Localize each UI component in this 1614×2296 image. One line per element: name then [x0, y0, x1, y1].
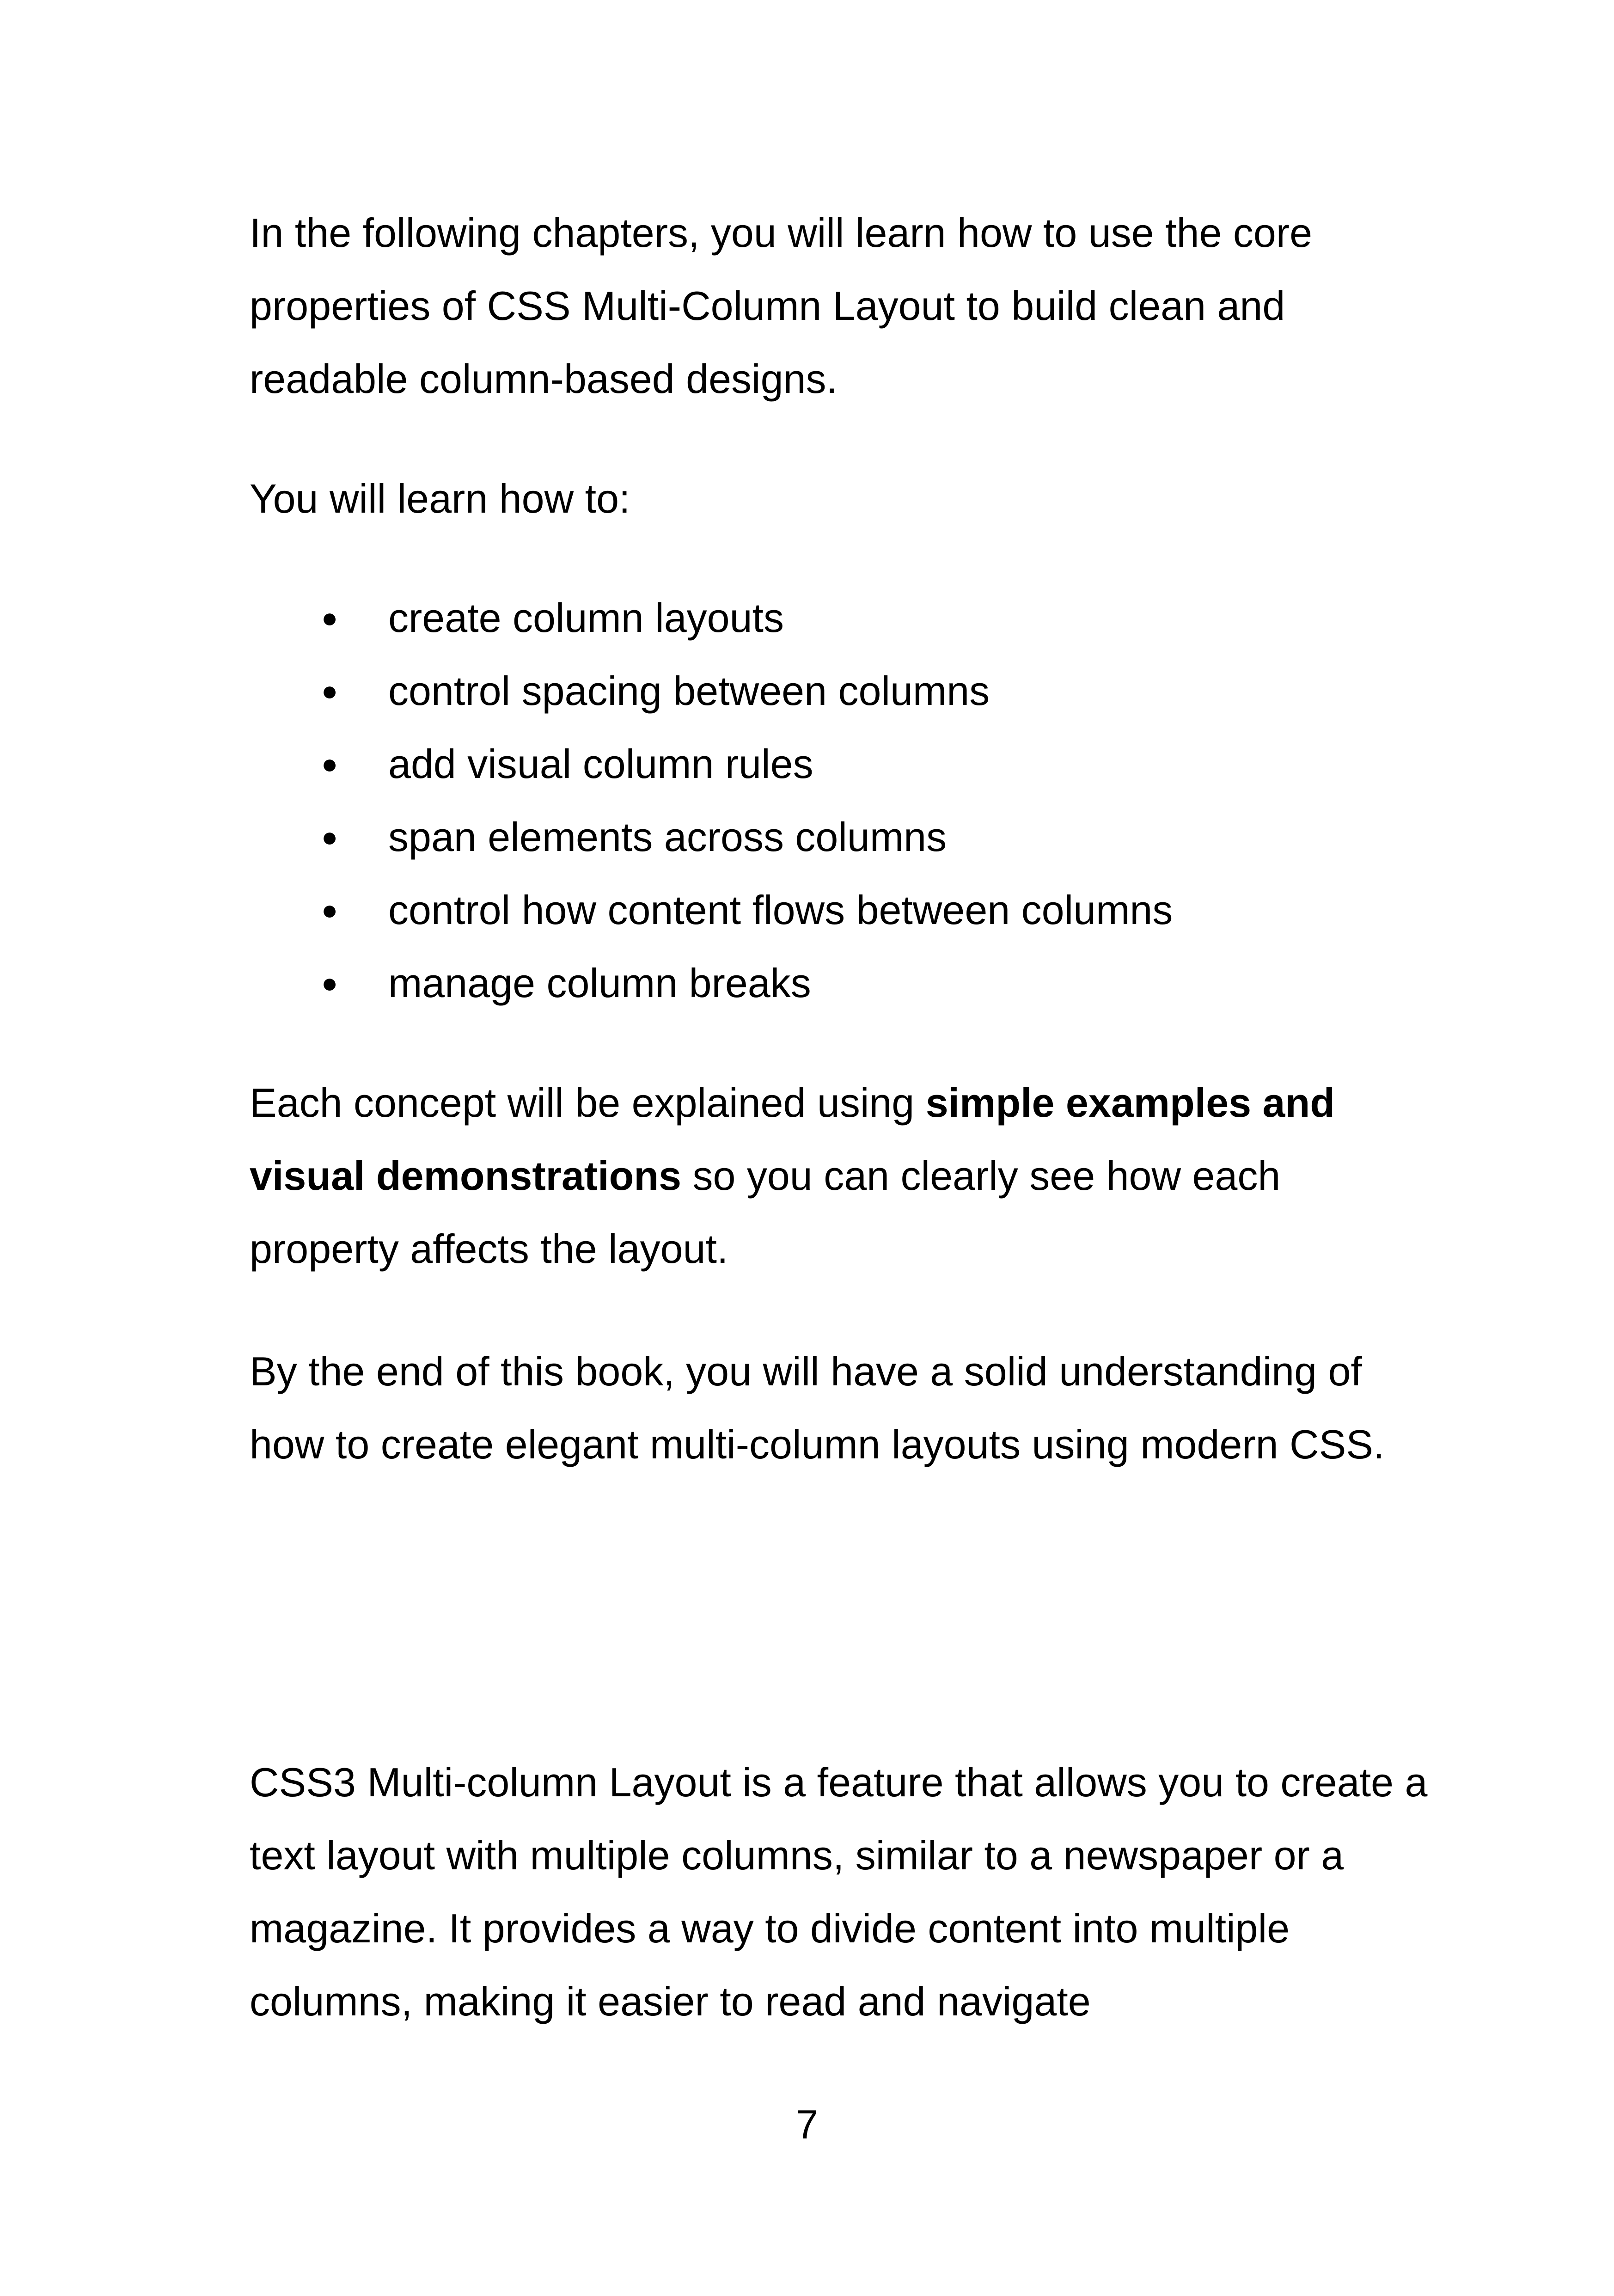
list-item-text: control how content flows between columns: [388, 887, 1173, 933]
list-item-text: manage column breaks: [388, 960, 811, 1006]
learn-heading: You will learn how to:: [250, 476, 630, 521]
bullet-icon: ●: [321, 894, 338, 925]
intro-paragraph: In the following chapters, you will learn how to use the core properties of CSS Multi-Column Layout to build clean and readable column-based designs.: [250, 210, 1313, 402]
concept-paragraph: [250, 1066, 1433, 1286]
concept-text-end: so you can clearly see how each property affects the layout.: [250, 1153, 1281, 1272]
list-item: [250, 582, 1433, 655]
list-item: [250, 728, 1433, 801]
list-item: [250, 874, 1433, 947]
bullet-icon: ●: [321, 821, 338, 852]
concept-text-start: Each concept will be explained using: [250, 1080, 926, 1126]
list-item-text: control spacing between columns: [388, 668, 990, 714]
bullet-icon: ●: [321, 967, 338, 998]
learn-list: [250, 582, 1433, 1020]
css3-intro-paragraph: CSS3 Multi-column Layout is a feature that allows you to create a text layout with multiple columns, similar to a newspaper or a magazine. It provides a way to divide content into multiple columns, making it easier to read and navigate: [250, 1759, 1428, 2024]
page-number: 7: [795, 2101, 819, 2147]
list-item: [250, 655, 1433, 728]
list-item-text: span elements across columns: [388, 814, 947, 860]
bullet-icon: ●: [321, 748, 338, 779]
list-item-text: create column layouts: [388, 595, 784, 641]
bullet-icon: ●: [321, 602, 338, 633]
concept-bold-text: simple examples and visual demonstrations: [250, 1080, 1335, 1199]
end-of-book-paragraph: By the end of this book, you will have a solid understanding of how to create elegant multi-column layouts using modern CSS.: [250, 1348, 1385, 1467]
list-item: [250, 801, 1433, 874]
list-item-text: add visual column rules: [388, 741, 813, 787]
bullet-icon: ●: [321, 675, 338, 706]
list-item: [250, 947, 1433, 1020]
